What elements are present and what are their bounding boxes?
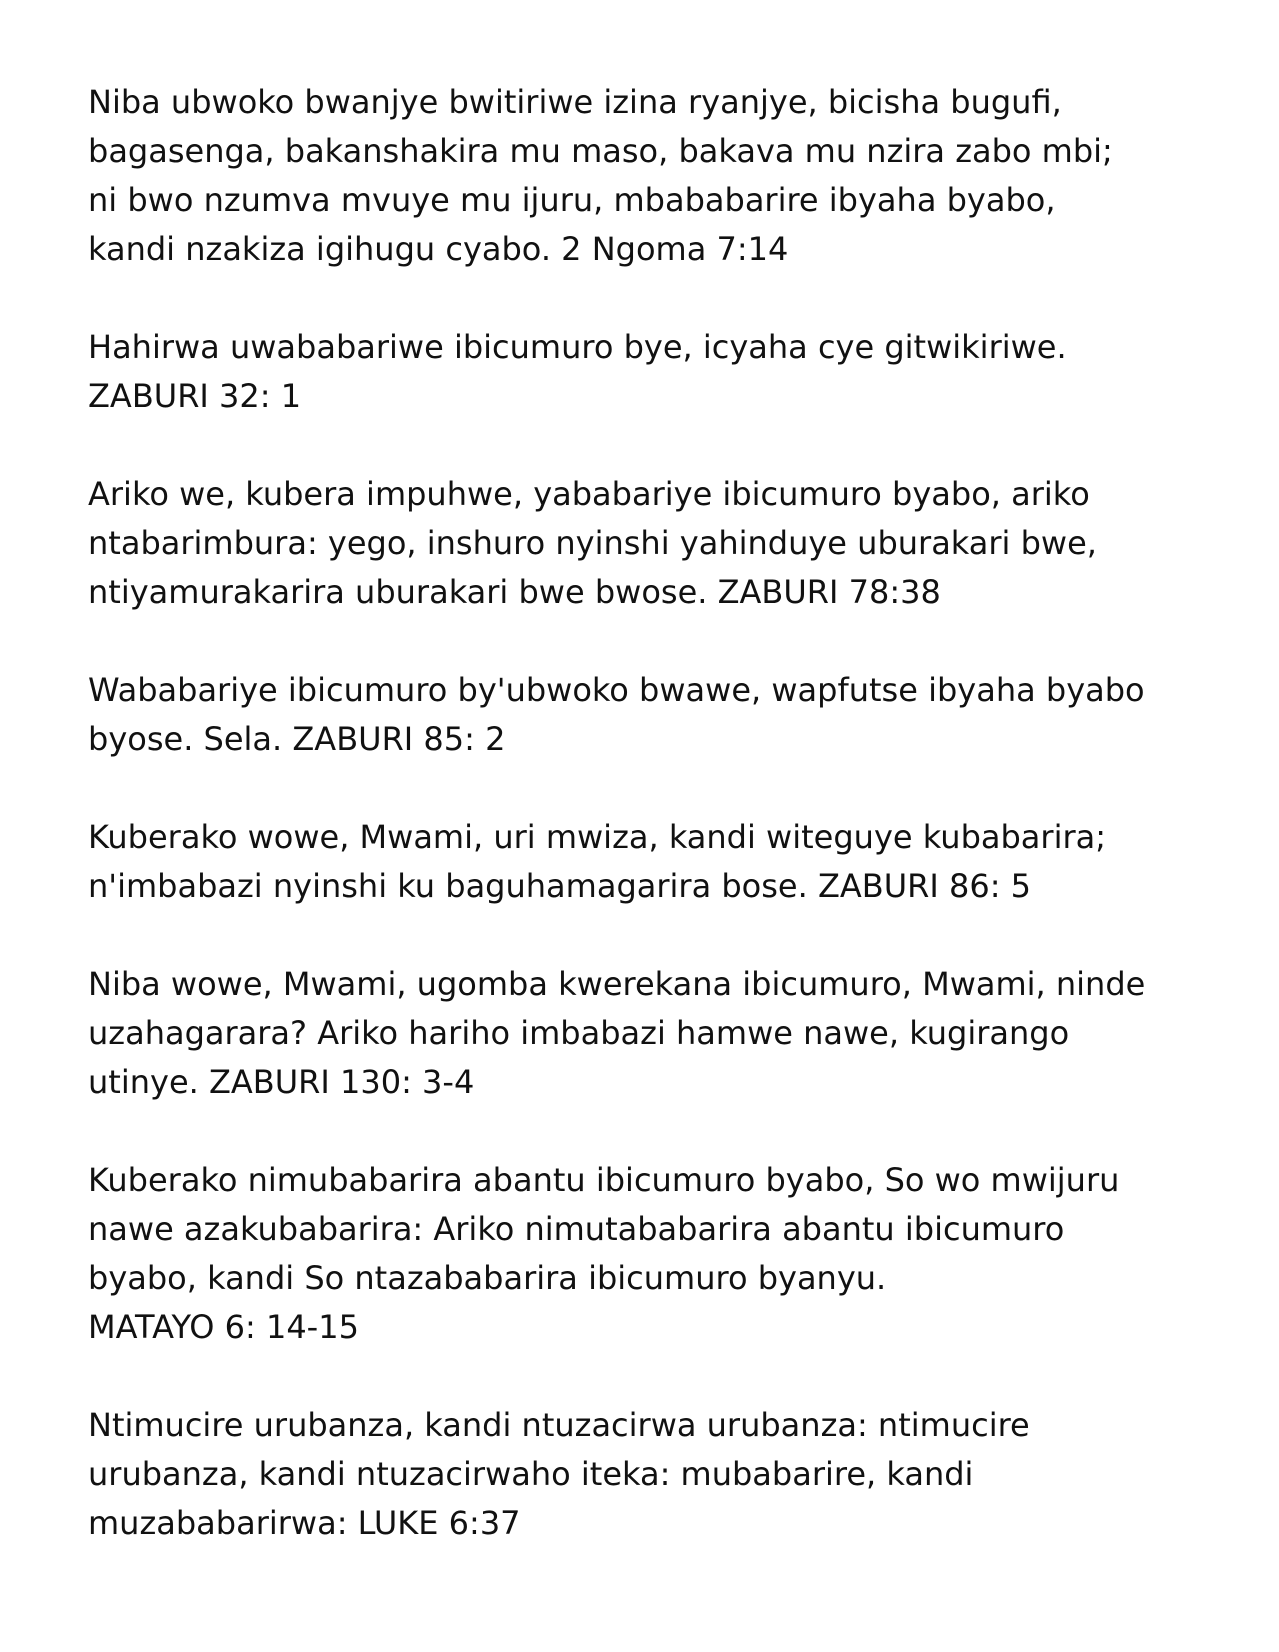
verse-paragraph (88, 1156, 1228, 1352)
verse-line: kandi nzakiza igihugu cyabo. 2 Ngoma 7:14 (88, 230, 789, 268)
verse-paragraph (88, 813, 1228, 911)
verse-paragraph (88, 323, 1228, 421)
verse-line: urubanza, kandi ntuzacirwaho iteka: mubabarire, kandi (88, 1455, 974, 1493)
verse-line: byabo, kandi So ntazababarira ibicumuro byanyu. (88, 1259, 887, 1297)
verse-line: Kuberako nimubabarira abantu ibicumuro byabo, So wo mwijuru (88, 1161, 1120, 1199)
verse-line: Niba wowe, Mwami, ugomba kwerekana ibicumuro, Mwami, ninde (88, 965, 1146, 1003)
verse-line: byose. Sela. ZABURI 85: 2 (88, 720, 506, 758)
verse-line: Ntimucire urubanza, kandi ntuzacirwa urubanza: ntimucire (88, 1406, 1030, 1444)
verse-paragraph (88, 666, 1228, 764)
verse-line: ntabarimbura: yego, inshuro nyinshi yahinduye uburakari bwe, (88, 524, 1097, 562)
verse-line: bagasenga, bakanshakira mu maso, bakava mu nzira zabo mbi; (88, 132, 1113, 170)
verse-line: uzahagarara? Ariko hariho imbabazi hamwe nawe, kugirango (88, 1014, 1070, 1052)
verse-paragraph (88, 960, 1228, 1107)
verse-line: ZABURI 32: 1 (88, 377, 302, 415)
verse-line: utinye. ZABURI 130: 3-4 (88, 1063, 475, 1101)
verse-line: ntiyamurakarira uburakari bwe bwose. ZABURI 78:38 (88, 573, 941, 611)
verse-line: Hahirwa uwababariwe ibicumuro bye, icyaha cye gitwikiriwe. (88, 328, 1067, 366)
verse-line: Niba ubwoko bwanjye bwitiriwe izina ryanjye, bicisha bugufi, (88, 83, 1062, 121)
verse-line: nawe azakubabarira: Ariko nimutababarira abantu ibicumuro (88, 1210, 1065, 1248)
verse-line: Kuberako wowe, Mwami, uri mwiza, kandi witeguye kubabarira; (88, 818, 1106, 856)
verse-line: MATAYO 6: 14-15 (88, 1308, 359, 1346)
verse-line: Wababariye ibicumuro by'ubwoko bwawe, wapfutse ibyaha byabo (88, 671, 1145, 709)
verse-line: Ariko we, kubera impuhwe, yababariye ibicumuro byabo, ariko (88, 475, 1090, 513)
verse-paragraph (88, 1401, 1228, 1548)
verse-line: n'imbabazi nyinshi ku baguhamagarira bose. ZABURI 86: 5 (88, 867, 1031, 905)
verse-paragraph (88, 78, 1228, 274)
verse-line: muzababarirwa: LUKE 6:37 (88, 1504, 521, 1542)
verse-line: ni bwo nzumva mvuye mu ijuru, mbababarire ibyaha byabo, (88, 181, 1056, 219)
document-page (88, 78, 1228, 1597)
verse-paragraph (88, 470, 1228, 617)
